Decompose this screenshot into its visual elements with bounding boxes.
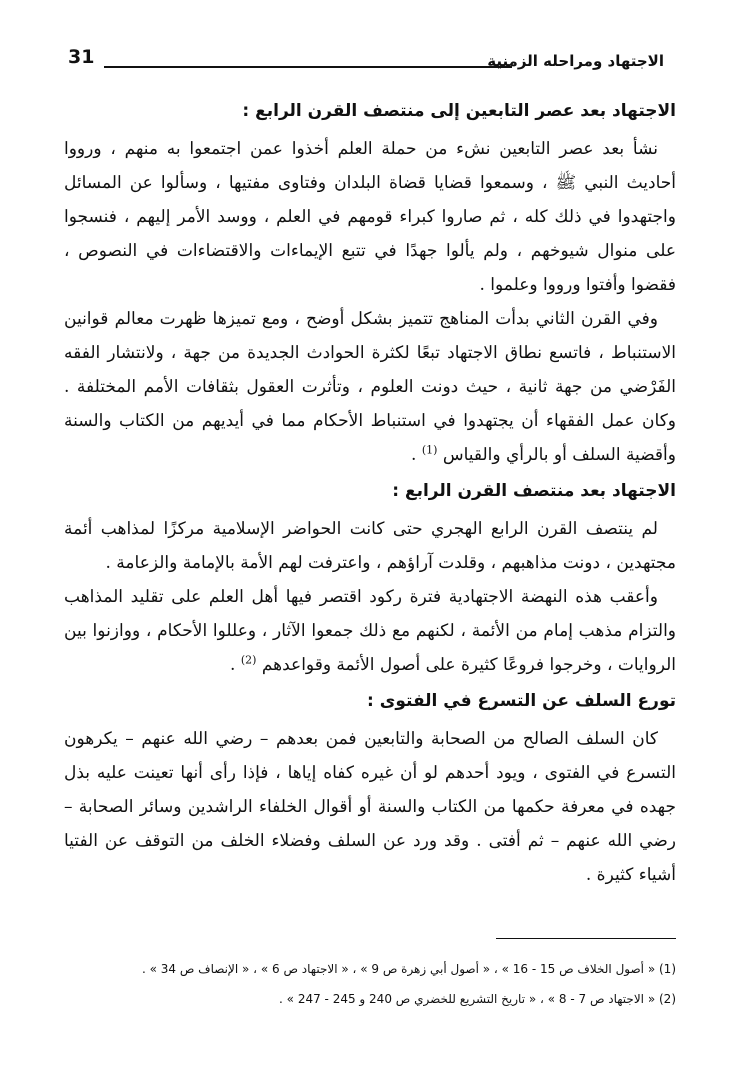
paragraph — [64, 132, 676, 302]
paragraph: وفي القرن الثاني بدأت المناهج تتميز بشكل أوضح ، ومع تميزها ظهرت معالم قوانين الاستنباط ، فاتسع نطاق الاجتهاد تبعًا لكثرة الحوادث الجديدة من جهة ، ولانتشار الفقه الفَرْضي من جهة ثانية ، حيث دونت العلوم ، وتأثرت العقول بثقافات الأمم المختلفة . وكان عمل الفقهاء أن يجتهدوا في استنباط الأحكام مما في أيديهم من الكتاب والسنة وأقضية السلف أو بالرأي والقياس $^{(1)}$ . — [64, 309, 676, 465]
main-text — [64, 92, 676, 892]
section-heading: تورع السلف عن التسرع في الفتوى : — [367, 691, 676, 711]
footnote: (2) « الاجتهاد ص 7 - 8 » ، « تاريخ التشريع للخضري ص 240 و 245 - 247 » . — [279, 992, 676, 1006]
paragraph-text: نشأ بعد عصر التابعين نشء من حملة العلم أخذوا عمن اجتمعوا به منهم ، ورووا أحاديث النبي ﷺ ، وسمعوا قضايا قضاة البلدان وفتاوى مفتيها ، وسألوا عن المسائل واجتهدوا في ذلك كله ، ثم صاروا كبراء قومهم في العلم ، ووسد الأمر إليهم ، فنسجوا على منوال شيوخهم ، ولم يألوا جهدًا في تتبع الإيماءات والاقتضاءات في النصوص ، فقضوا وأفتوا ورووا وعلموا . — [64, 139, 676, 295]
paragraph-text: لم ينتصف القرن الرابع الهجري حتى كانت الحواضر الإسلامية مركزًا لمذاهب أئمة مجتهدين ، دونت مذاهبهم ، وقلدت آراؤهم ، واعترفت لهم الأمة بالإمامة والزعامة . — [64, 519, 676, 573]
page-number: 31 — [68, 46, 95, 68]
paragraph-text: وفي القرن الثاني بدأت المناهج تتميز بشكل أوضح ، ومع تميزها ظهرت معالم قوانين الاستنباط ، فاتسع نطاق الاجتهاد تبعًا لكثرة الحوادث الجديدة من جهة ، ولانتشار الفقه الفَرْضي من جهة ثانية ، حيث دونت العلوم ، وتأثرت العقول بثقافات الأمم المختلفة . وكان عمل الفقهاء أن يجتهدوا في استنباط الأحكام مما في أيديهم من الكتاب والسنة وأقضية السلف أو بالرأي والقياس — [64, 309, 676, 465]
footnote-separator — [496, 938, 676, 939]
header-rule — [104, 66, 512, 68]
paragraph: وأعقب هذه النهضة الاجتهادية فترة ركود اقتصر فيها أهل العلم على تقليد المذاهب والتزام مذهب إمام من الأئمة ، لكنهم مع ذلك جمعوا الآثار ، وعللوا الأحكام ، ووازنوا بين الروايات ، وخرجوا فروعًا كثيرة على أصول الأئمة وقواعدهم $^{(2)}$ . — [64, 587, 676, 675]
section-heading: الاجتهاد بعد عصر التابعين إلى منتصف القرن الرابع : — [242, 101, 676, 121]
section-heading: الاجتهاد بعد منتصف القرن الرابع : — [392, 481, 676, 501]
paragraph — [64, 512, 676, 580]
running-header — [68, 44, 664, 80]
footnote: (1) « أصول الخلاف ص 15 - 16 » ، « أصول أبي زهرة ص 9 » ، « الاجتهاد ص 6 » ، « الإنصاف ص 34 » . — [141, 962, 676, 976]
footnote-ref: (1) — [421, 443, 438, 457]
paragraph-text: وأعقب هذه النهضة الاجتهادية فترة ركود اقتصر فيها أهل العلم على تقليد المذاهب والتزام مذهب إمام من الأئمة ، لكنهم مع ذلك جمعوا الآثار ، وعللوا الأحكام ، ووازنوا بين الروايات ، وخرجوا فروعًا كثيرة على أصول الأئمة وقواعدهم — [64, 587, 676, 675]
footnote-ref: (2) — [240, 653, 257, 667]
paragraph-text: كان السلف الصالح من الصحابة والتابعين فمن بعدهم – رضي الله عنهم – يكرهون التسرع في الفتوى ، ويود أحدهم لو أن غيره كفاه إياها ، فإذا رأى أنها تعينت عليه بذل جهده في معرفة حكمها من الكتاب والسنة أو أقوال الخلفاء الراشدين وسائر الصحابة – رضي الله عنهم – ثم أفتى . وقد ورد عن السلف وفضلاء الخلف من التوقف عن الفتيا أشياء كثيرة . — [64, 729, 676, 885]
running-title: الاجتهاد ومراحله الزمنية — [487, 52, 664, 70]
paragraph — [64, 722, 676, 892]
footnotes — [64, 954, 676, 1014]
